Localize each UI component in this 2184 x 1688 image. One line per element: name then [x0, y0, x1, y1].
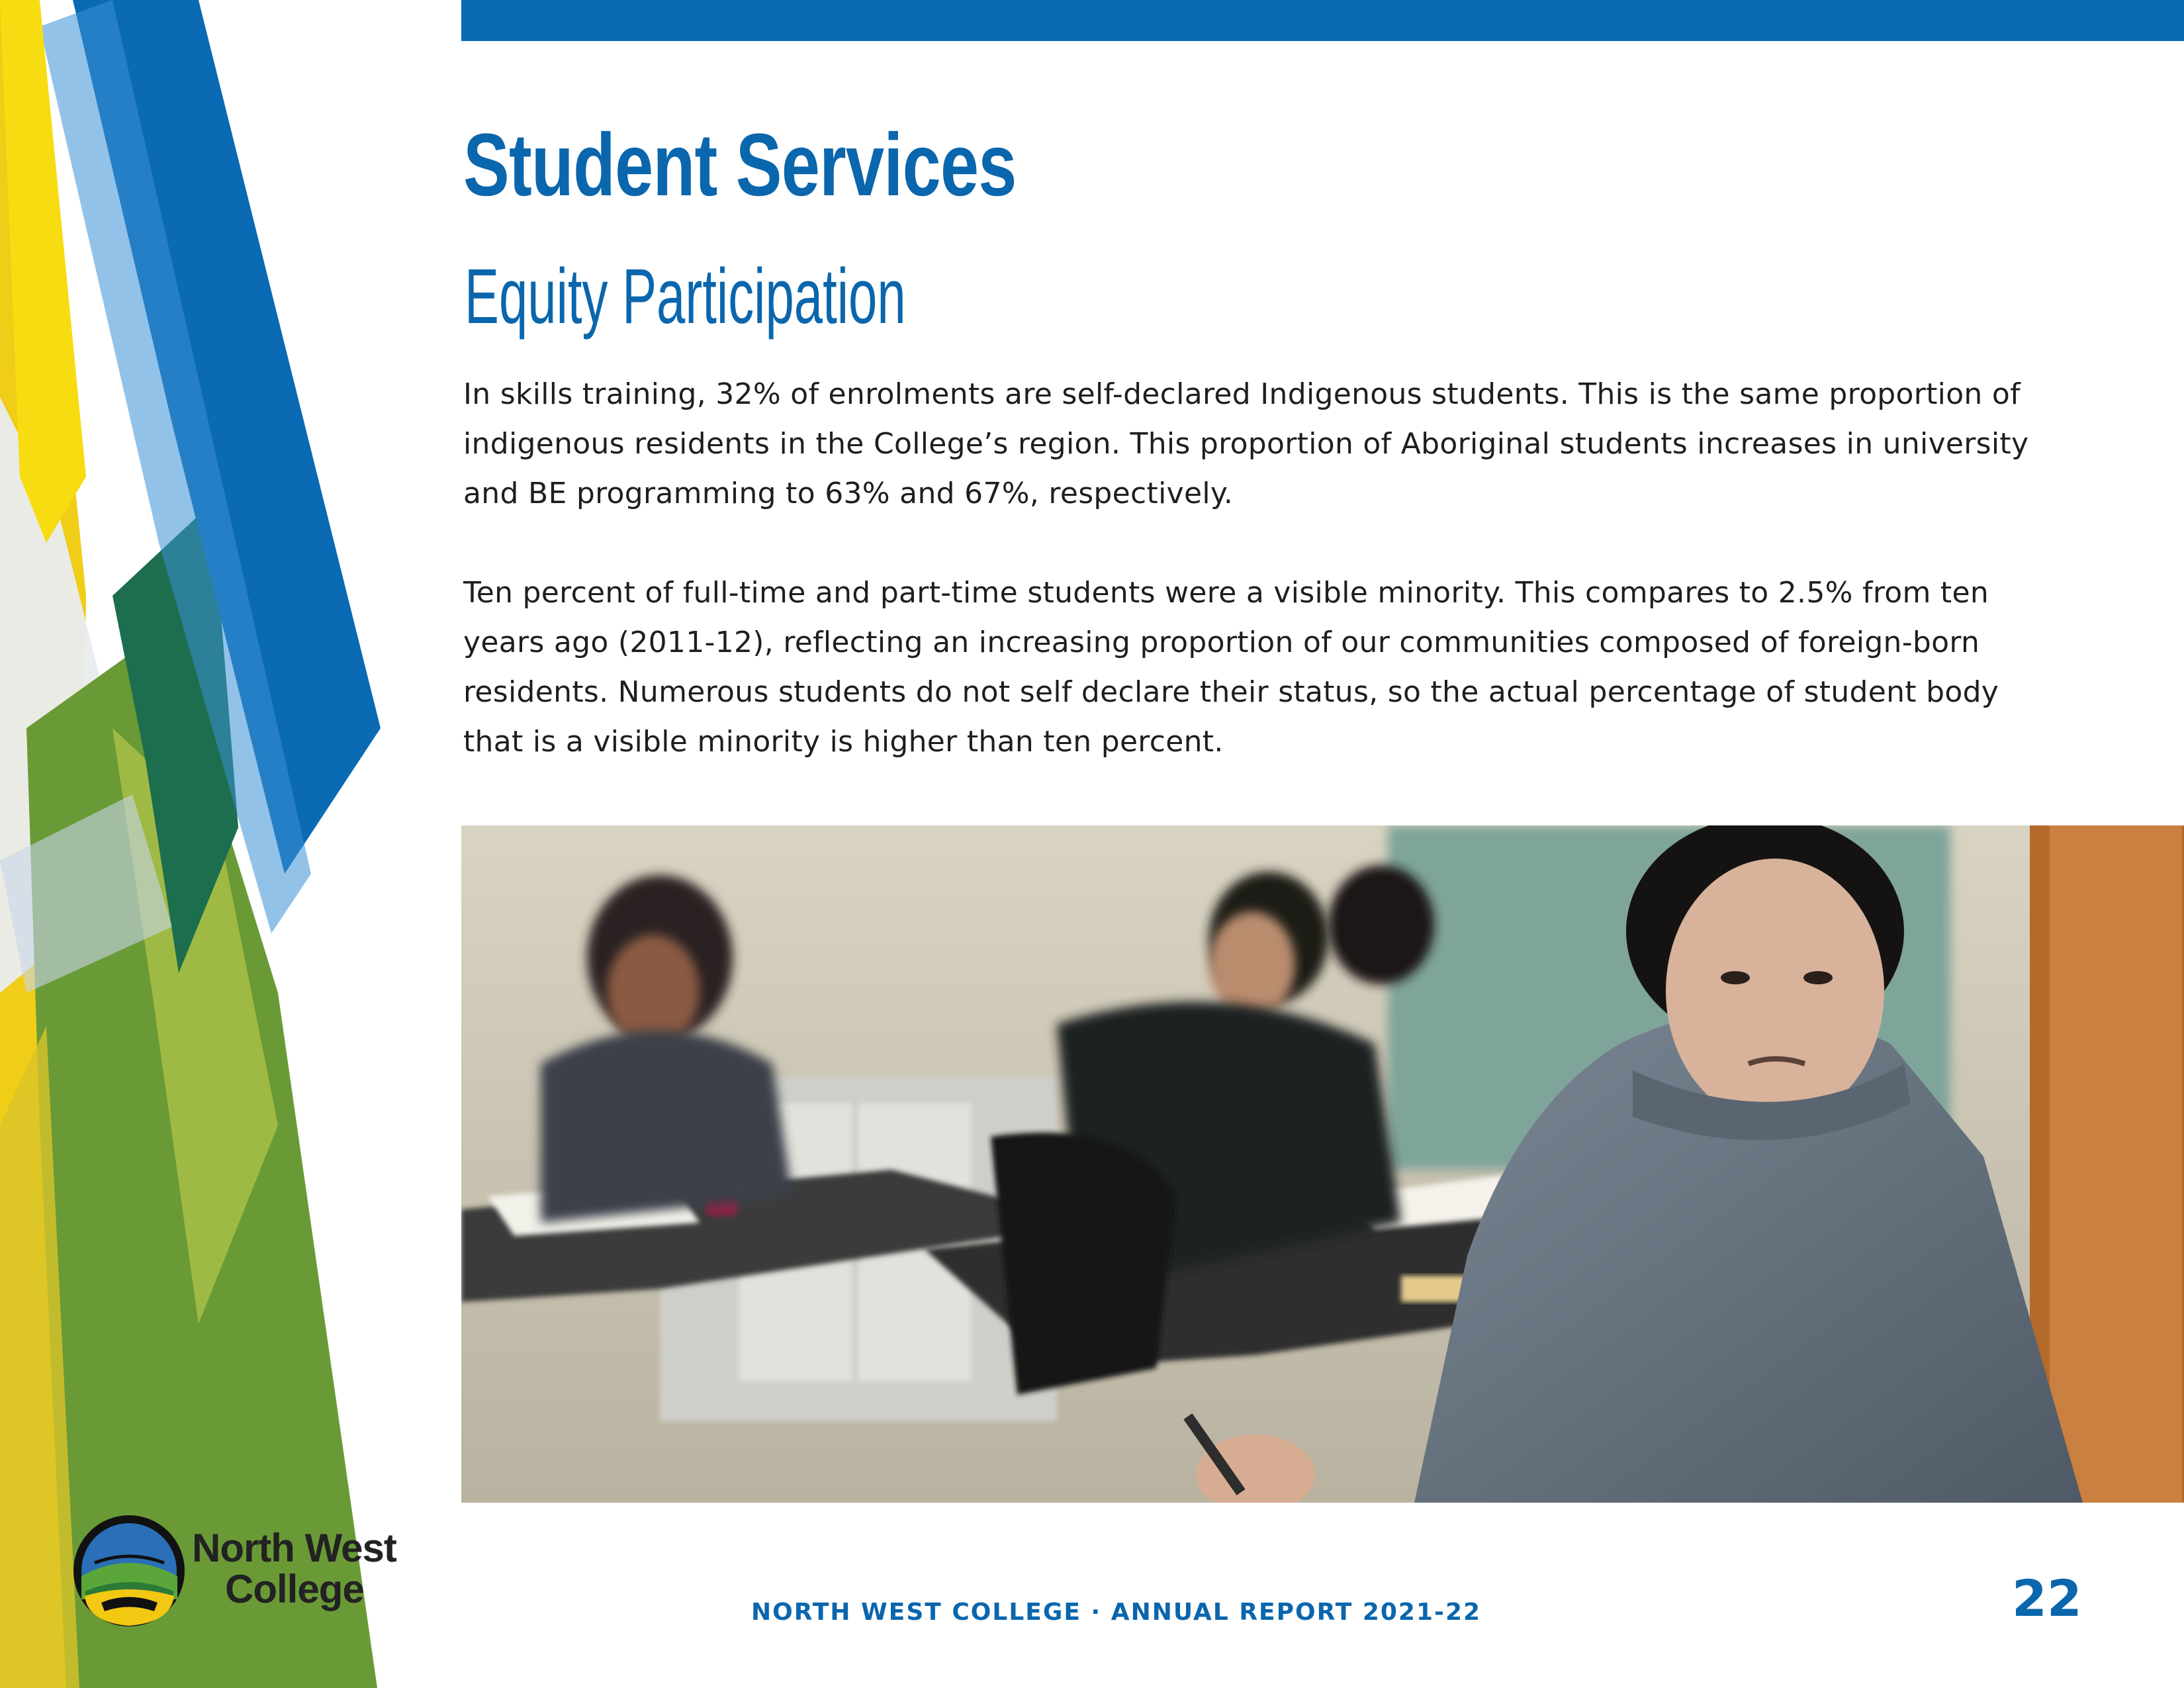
- logo-wordmark: [192, 1528, 396, 1610]
- footer-report-title: NORTH WEST COLLEGE · ANNUAL REPORT 2021-22: [751, 1599, 1482, 1626]
- college-logo: [71, 1513, 416, 1632]
- body-paragraph-1: In skills training, 32% of enrolments are self-declared Indigenous students. This is the same proportion of indigenous residents in the College’s region. This proportion of Aboriginal students increases in university and BE programming to 63% and 67%, respectively.: [463, 377, 2029, 510]
- section-subtitle: Equity Participation: [465, 253, 906, 340]
- body-paragraph-2: Ten percent of full-time and part-time students were a visible minority. This compares to 2.5% from ten years ago (2011-12), reflecting an increasing proportion of our communities composed of foreign-born residents. Numerous students do not self declare their status, so the actual percentage of student body that is a visible minority is higher than ten percent.: [463, 576, 1999, 759]
- logo-line-1: North West: [192, 1526, 396, 1570]
- classroom-photo: [461, 825, 2184, 1503]
- decorative-stripes: [0, 0, 397, 1688]
- page-number: 22: [2012, 1569, 2082, 1628]
- college-emblem-icon: [71, 1513, 187, 1629]
- logo-line-2: College: [225, 1567, 364, 1611]
- top-accent-bar: [461, 0, 2184, 41]
- main-student-face: [1666, 859, 1884, 1123]
- page-title: Student Services: [463, 116, 1017, 214]
